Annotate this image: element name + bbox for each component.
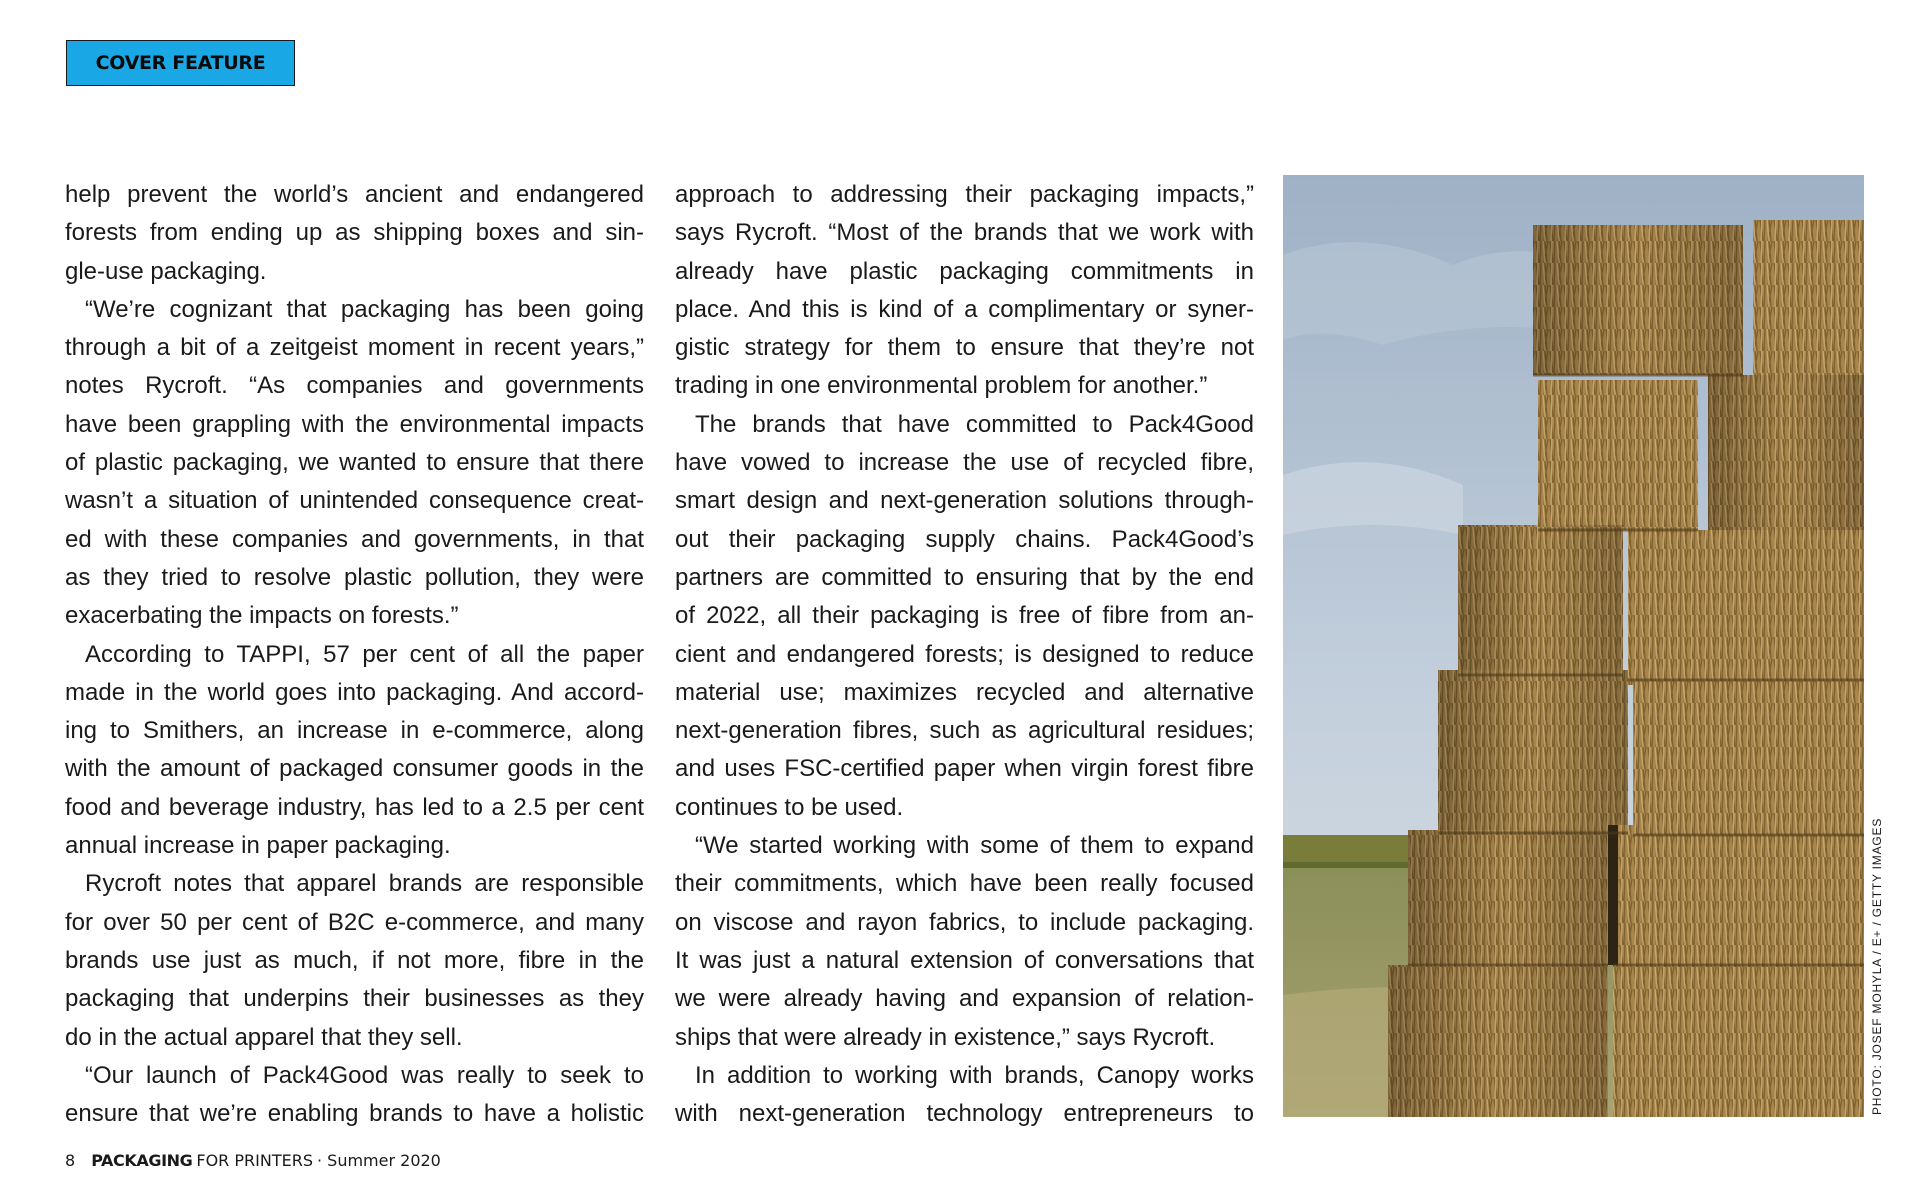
text-line: already have plastic packaging commitments in	[675, 257, 1254, 285]
text-line: we were already having and expansion of relation-	[675, 985, 1254, 1013]
article-paragraph	[675, 827, 1254, 1057]
text-line: do in the actual apparel that they sell.	[65, 1023, 463, 1051]
text-line: for over 50 per cent of B2C e-commerce, and many	[65, 908, 644, 936]
text-line: and uses FSC-certified paper when virgin forest fibre	[675, 755, 1254, 783]
text-line: exacerbating the impacts on forests.”	[65, 602, 459, 630]
magazine-name-light: FOR PRINTERS	[196, 1150, 313, 1170]
text-line: gistic strategy for them to ensure that they’re not	[675, 334, 1254, 362]
text-line: help prevent the world’s ancient and endangered	[65, 181, 644, 208]
text-line: annual increase in paper packaging.	[65, 832, 451, 860]
text-line: with next-generation technology entrepreneurs to	[675, 1100, 1254, 1128]
text-line: “We started working with some of them to expand	[695, 832, 1254, 860]
text-line: on viscose and rayon fabrics, to include packaging.	[675, 908, 1254, 936]
text-line: as they tried to resolve plastic pollution, they were	[65, 563, 644, 591]
text-line: gle-use packaging.	[65, 257, 267, 285]
text-line: wasn’t a situation of unintended consequence creat-	[65, 487, 644, 515]
magazine-name-bold: PACKAGING	[91, 1150, 193, 1170]
text-line: notes Rycroft. “As companies and governments	[65, 372, 644, 400]
text-line: with the amount of packaged consumer goods in the	[65, 755, 644, 783]
article-paragraph	[675, 1057, 1254, 1134]
text-line: In addition to working with brands, Canopy works	[695, 1061, 1254, 1089]
text-line: packaging that underpins their businesses as they	[65, 985, 644, 1013]
text-line: material use; maximizes recycled and alternative	[675, 678, 1254, 706]
text-line: have vowed to increase the use of recycled fibre,	[675, 449, 1254, 477]
text-line: says Rycroft. “Most of the brands that we work with	[675, 219, 1254, 247]
text-line: The brands that have committed to Pack4Good	[695, 410, 1254, 438]
text-line: ensure that we’re enabling brands to have a holistic	[65, 1100, 644, 1128]
text-line: brands use just as much, if not more, fibre in the	[65, 946, 644, 974]
text-line: partners are committed to ensuring that by the end	[675, 563, 1254, 591]
text-line: forests from ending up as shipping boxes and sin-	[65, 219, 644, 247]
text-line: “Our launch of Pack4Good was really to seek to	[85, 1061, 644, 1089]
article-column-right	[675, 176, 1254, 1133]
text-line: their commitments, which have been really focused	[675, 870, 1254, 898]
text-line: next-generation fibres, such as agricultural residues;	[675, 717, 1254, 745]
article-paragraph	[65, 291, 644, 636]
text-line: approach to addressing their packaging impacts,”	[675, 181, 1254, 208]
article-paragraph	[675, 406, 1254, 827]
page-footer	[65, 1148, 441, 1172]
section-tag: COVER FEATURE	[66, 40, 295, 86]
text-line: ed with these companies and governments, in that	[65, 525, 644, 553]
text-line: made in the world goes into packaging. And accord-	[65, 678, 644, 706]
text-line: of 2022, all their packaging is free of fibre from an-	[675, 602, 1254, 630]
text-line: “We’re cognizant that packaging has been going	[85, 295, 644, 323]
page-number: 8	[65, 1150, 76, 1170]
text-line: ing to Smithers, an increase in e-commerce, along	[65, 717, 644, 745]
hay-bales-photo	[1283, 175, 1864, 1117]
article-paragraph	[65, 1057, 644, 1134]
text-line: food and beverage industry, has led to a 2.5 per cent	[65, 793, 644, 821]
article-paragraph	[65, 865, 644, 1056]
article-column-left	[65, 176, 644, 1133]
text-line: out their packaging supply chains. Pack4Good’s	[675, 525, 1254, 553]
text-line: of plastic packaging, we wanted to ensure that there	[65, 449, 644, 477]
article-paragraph	[65, 636, 644, 866]
text-line: trading in one environmental problem for another.”	[675, 372, 1208, 400]
photo-credit: PHOTO: JOSEF MOHYLA / E+ / GETTY IMAGES	[1870, 817, 1884, 1115]
text-line: smart design and next-generation solutions through-	[675, 487, 1254, 515]
text-line: Rycroft notes that apparel brands are responsible	[85, 870, 644, 898]
text-line: It was just a natural extension of conversations that	[675, 946, 1254, 974]
text-line: According to TAPPI, 57 per cent of all the paper	[85, 640, 644, 668]
article-paragraph	[675, 176, 1254, 406]
text-line: place. And this is kind of a complimentary or syner-	[675, 295, 1254, 323]
text-line: ships that were already in existence,” says Rycroft.	[675, 1023, 1216, 1051]
text-line: cient and endangered forests; is designed to reduce	[675, 640, 1254, 668]
text-line: continues to be used.	[675, 793, 904, 821]
text-line: through a bit of a zeitgeist moment in recent years,”	[65, 334, 644, 362]
article-paragraph	[65, 176, 644, 291]
text-line: have been grappling with the environmental impacts	[65, 410, 644, 438]
issue-date: · Summer 2020	[316, 1150, 441, 1170]
